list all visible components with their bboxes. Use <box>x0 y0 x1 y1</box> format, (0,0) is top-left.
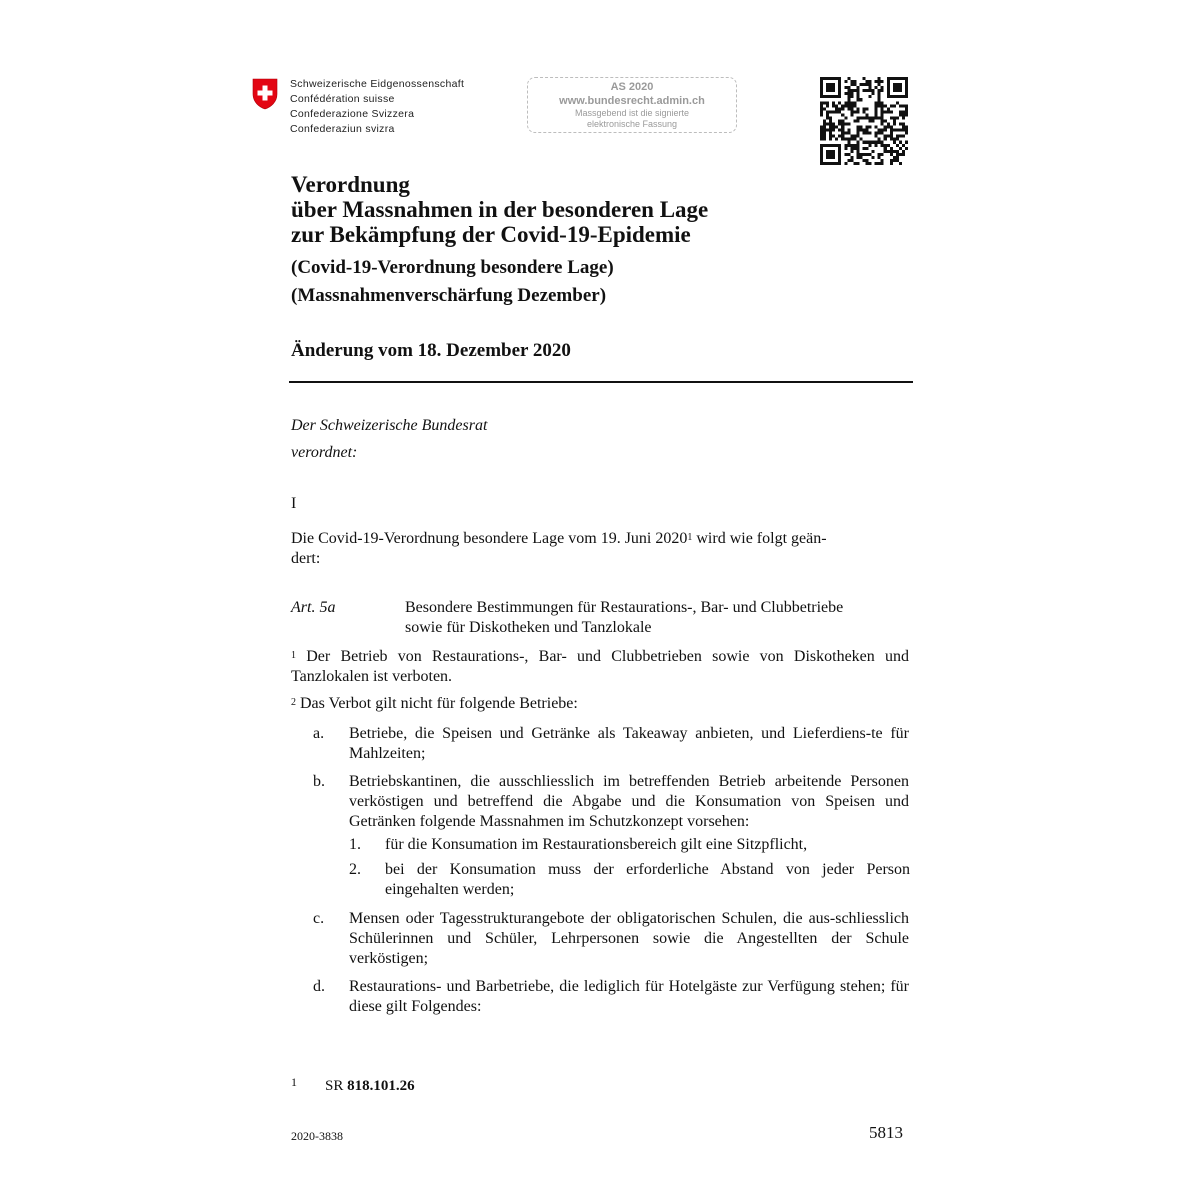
document-subtitle <box>291 254 614 310</box>
amendment-date: Änderung vom 18. Dezember 2020 <box>291 340 571 361</box>
list-item-text: Restaurations- und Barbetriebe, die lediglich für Hotelgäste zur Verfügung stehen; für diese gilt Folgendes: <box>349 978 909 1015</box>
paragraph-2 <box>291 694 909 714</box>
article-number: Art. 5a <box>291 599 336 616</box>
sub-list-item-label: 2. <box>349 861 361 878</box>
qr-code-icon <box>820 77 908 165</box>
stamp-note-1: Massgebend ist die signierte <box>574 108 690 118</box>
paragraph-1-text: Der Betrieb von Restaurations-, Bar- und Clubbetrieben sowie von Diskotheken und Tanzlokalen ist verboten. <box>291 648 909 685</box>
stamp-as: AS 2020 <box>610 81 654 93</box>
stamp-url: www.bundesrecht.admin.ch <box>559 95 705 107</box>
title-line-3: zur Bekämpfung der Covid-19-Epidemie <box>291 222 691 247</box>
official-stamp <box>527 77 737 133</box>
title-line-1: Verordnung <box>291 172 410 197</box>
intro-paragraph <box>291 529 909 569</box>
list-item-label: b. <box>313 773 325 790</box>
short-title: (Covid-19-Verordnung besondere Lage) <box>291 257 614 278</box>
footnote-sr-number: 818.101.26 <box>347 1078 415 1094</box>
list-item-text: Betriebe, die Speisen und Getränke als Takeaway anbieten, und Lieferdiens-te für Mahlzeiten; <box>349 725 909 762</box>
document-title <box>291 172 708 247</box>
title-divider <box>289 381 913 383</box>
article-title <box>405 598 915 638</box>
title-line-2: über Massnahmen in der besonderen Lage <box>291 197 709 222</box>
footnote-prefix: SR <box>325 1078 348 1094</box>
confederation-rm: Confederaziun svizra <box>290 123 395 135</box>
article-title-line-2: sowie für Diskotheken und Tanzlokale <box>405 619 652 636</box>
list-item-text: Mensen oder Tagesstrukturangebote der obligatorischen Schulen, die aus-schliesslich Schülerinnen und Schüler, Lehrpersonen sowie die Angestellten der Schule verköstigen; <box>349 910 909 967</box>
footnote-ref: 1 <box>687 532 693 543</box>
article-title-line-1: Besondere Bestimmungen für Restaurations-, Bar- und Clubbetriebe <box>405 599 844 616</box>
paragraph-2-number: 2 <box>291 697 296 708</box>
stamp-note-2: elektronische Fassung <box>586 119 678 129</box>
page-number: 5813 <box>869 1123 903 1142</box>
paragraph-2-text: Das Verbot gilt nicht für folgende Betriebe: <box>296 695 578 712</box>
confederation-fr: Confédération suisse <box>290 93 395 105</box>
preamble-verb: verordnet: <box>291 444 358 461</box>
intro-text-end: wird wie folgt geän- dert: <box>291 530 827 567</box>
swiss-coat-of-arms-icon <box>252 78 278 110</box>
confederation-de: Schweizerische Eidgenossenschaft <box>290 78 465 90</box>
confederation-name <box>290 77 464 137</box>
document-number: 2020-3838 <box>291 1129 343 1143</box>
footnote-number: 1 <box>291 1075 297 1089</box>
list-item-label: c. <box>313 910 325 927</box>
amendment-name: (Massnahmenverschärfung Dezember) <box>291 285 607 306</box>
footnote-text <box>325 1078 415 1095</box>
sub-list-item-text: für die Konsumation im Restaurationsbereich gilt eine Sitzpflicht, <box>385 836 808 853</box>
confederation-it: Confederazione Svizzera <box>290 108 415 120</box>
section-number: I <box>291 495 297 512</box>
paragraph-1 <box>291 647 909 687</box>
list-item-label: d. <box>313 978 325 995</box>
preamble-authority: Der Schweizerische Bundesrat <box>291 417 488 434</box>
list-item-text: Betriebskantinen, die ausschliesslich im betreffenden Betrieb arbeitende Personen verköstigen und betreffend die Abgabe und die Konsumation von Speisen und Getränken folgende Massnahmen im Schutzkonzept vorsehen: <box>349 773 909 830</box>
list-item-label: a. <box>313 725 325 742</box>
intro-text: Die Covid-19-Verordnung besondere Lage vom 19. Juni 2020 <box>291 530 688 547</box>
sub-list-item-label: 1. <box>349 836 361 853</box>
preamble <box>291 412 487 466</box>
paragraph-1-number: 1 <box>291 650 296 661</box>
sub-list-item-text: bei der Konsumation muss der erforderliche Abstand von jeder Person eingehalten werden; <box>385 861 910 898</box>
